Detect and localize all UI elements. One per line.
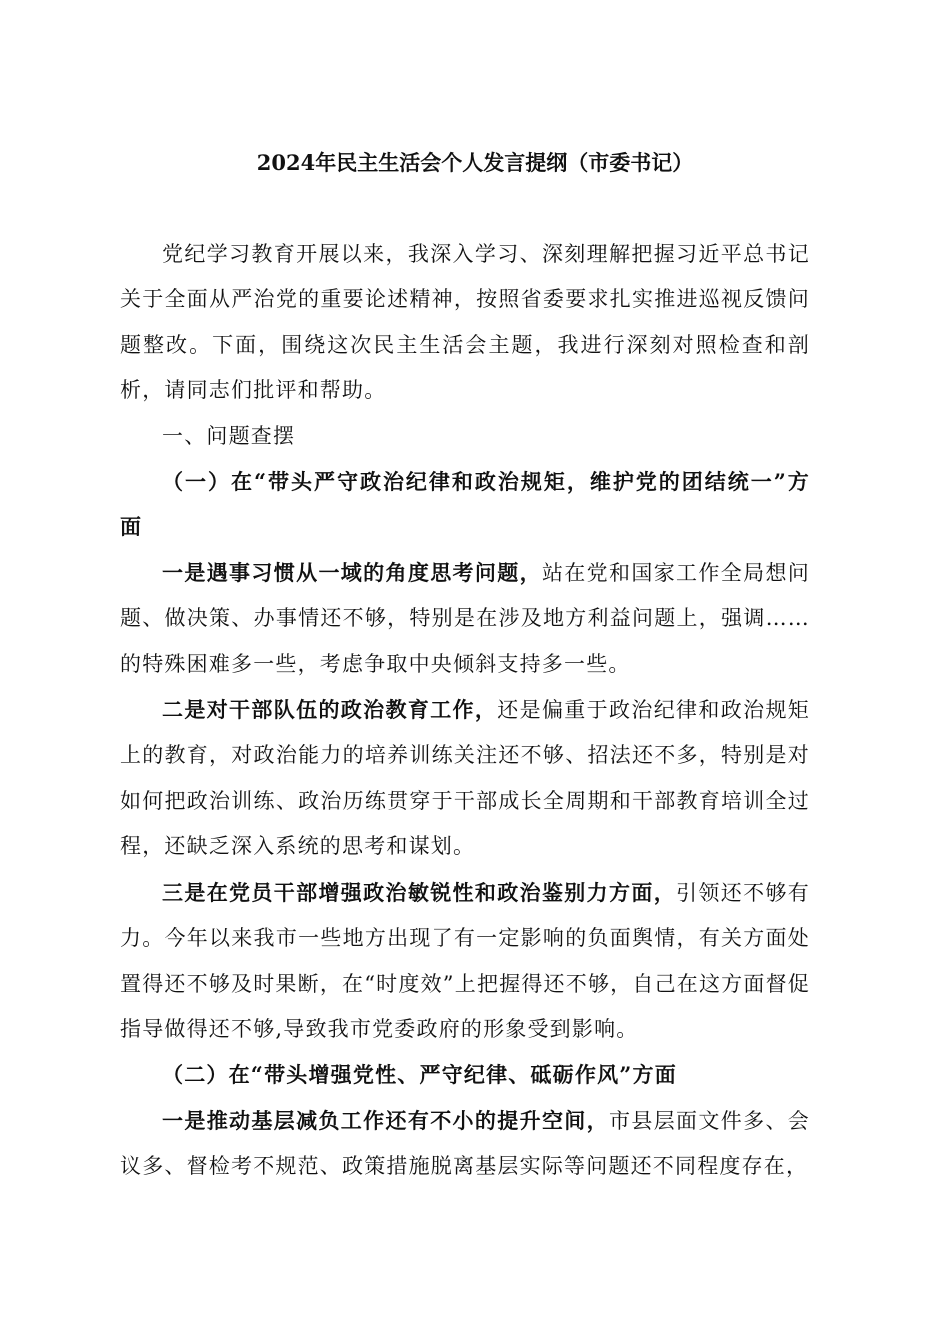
item-lead: 一是遇事习惯从一域的角度思考问题， <box>162 559 542 585</box>
item-text: 市县层面文件多、会议多、督检考不规范、政策措施脱离基层实际等问题还不同程度存在， <box>120 1108 810 1179</box>
item-lead: 一是推动基层减负工作还有不小的提升空间， <box>162 1107 609 1133</box>
item-lead: 二是对干部队伍的政治教育工作， <box>162 697 498 723</box>
document-body <box>120 232 810 1190</box>
subsection-heading-1: （一）在“带头严守政治纪律和政治规矩，维护党的团结统一”方面 <box>120 469 810 540</box>
item-text: 站在党和国家工作全局想问题、做决策、办事情还不够，特别是在涉及地方利益问题上，强调……的特殊困难多一些，考虑争取中央倾斜支持多一些。 <box>120 560 810 676</box>
section-heading-problems: 一、问题查摆 <box>162 423 296 448</box>
item-text: 还是偏重于政治纪律和政治规矩上的教育，对政治能力的培养训练关注还不够、招法还不多，特别是对如何把政治训练、政治历练贯穿于干部成长全周期和干部教育培训全过程，还缺乏深入系统的思考和谋划。 <box>120 698 810 859</box>
subsection-heading-2: （二）在“带头增强党性、严守纪律、砥砺作风”方面 <box>162 1062 677 1088</box>
intro-paragraph: 党纪学习教育开展以来，我深入学习、深刻理解把握习近平总书记关于全面从严治党的重要论述精神，按照省委要求扎实推进巡视反馈问题整改。下面，围绕这次民主生活会主题，我进行深刻对照检查和剖析，请同志们批评和帮助。 <box>120 242 810 403</box>
problem-item-1-1 <box>120 550 810 687</box>
problem-item-1-3 <box>120 870 810 1053</box>
problem-item-1-2 <box>120 687 810 870</box>
item-lead: 三是在党员干部增强政治敏锐性和政治鉴别力方面， <box>162 879 677 905</box>
document-title: 2024年民主生活会个人发言提纲（市委书记） <box>256 150 694 175</box>
item-text: 引领还不够有力。今年以来我市一些地方出现了有一定影响的负面舆情，有关方面处置得还不够及时果断，在“时度效”上把握得还不够，自己在这方面督促指导做得还不够,导致我市党委政府的形象受到影响。 <box>120 880 810 1041</box>
problem-item-2-1 <box>120 1098 810 1190</box>
